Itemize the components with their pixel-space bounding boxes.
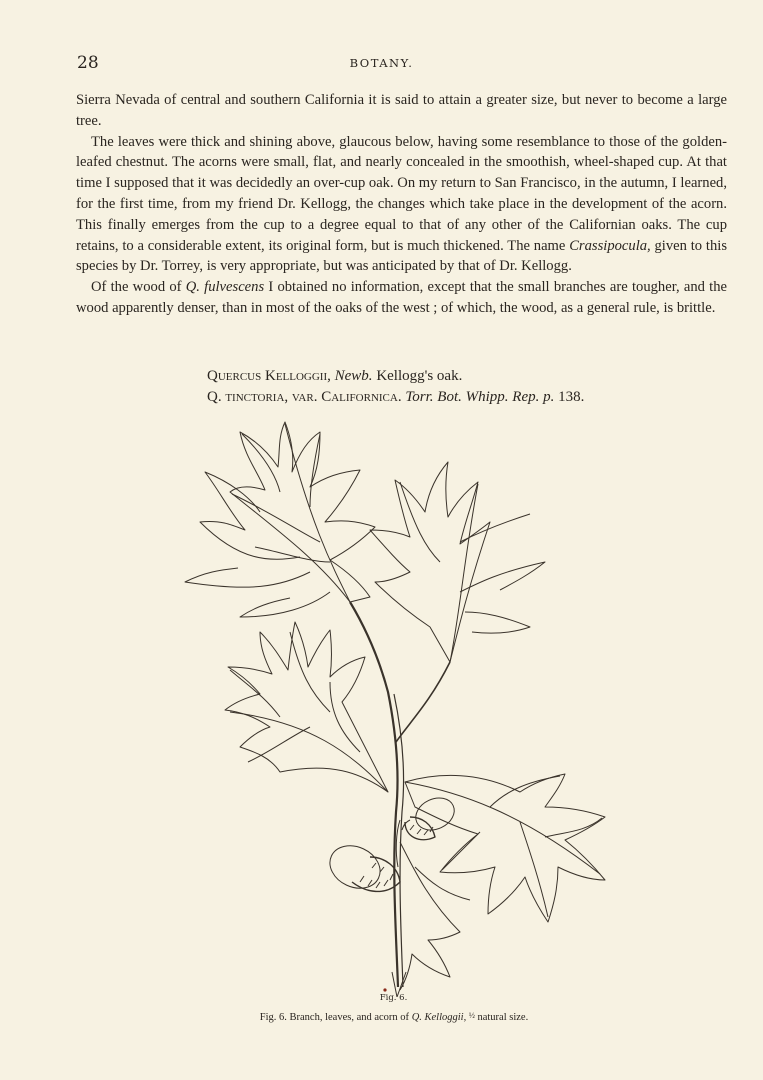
species-heading [207, 366, 584, 408]
paragraph-3-text-b: I obtained no information, except that the small branches are tougher, and the wood apparently denser, than in most of the oaks of the west ; of which, the wood, as a general rule, is brittle. [76, 279, 727, 316]
synonym-page: 138. [558, 389, 585, 405]
paragraph-1-text: Sierra Nevada of central and southern California it is said to attain a greater size, but never to become a large tree. [76, 92, 727, 129]
figure-caption [0, 1011, 763, 1023]
figure-label: Fig. 6. [379, 993, 408, 1003]
figure-caption-text-a: Fig. 6. Branch, leaves, and acorn of [259, 1012, 412, 1023]
page-number: 28 [77, 53, 99, 73]
paragraph-3-text-a: Of the wood of [91, 279, 186, 296]
running-head: BOTANY. [349, 56, 414, 70]
paragraph-3-italic: Q. fulvescens [185, 279, 265, 296]
species-common-name: Kellogg's oak. [376, 368, 463, 384]
figure-caption-fraction: ½ [468, 1011, 475, 1020]
body-text [76, 90, 727, 319]
paragraph-2-text-b: given to this species by Dr. Torrey, is very appropriate, but was anticipated by that of Dr. Kellogg. [76, 237, 727, 275]
paragraph-2-italic: Crassipocula, [569, 237, 651, 254]
paragraph-2 [76, 132, 727, 278]
paragraph-3 [76, 277, 727, 319]
species-author: Newb. [334, 368, 373, 384]
species-heading-line-2 [207, 387, 584, 408]
oak-branch-illustration-icon [160, 412, 650, 997]
paragraph-2-text-a: The leaves were thick and shining above, glaucous below, having some resemblance to those of the golden-leafed chestnut. The acorns were small, flat, and nearly concealed in the smoothish, wheel-shaped cup. At that time I supposed that it was decidedly an over-cup oak. On my return to San Francisco, in the autumn, I learned, for the first time, from my friend Dr. Kellogg, the changes which take place in the development of the acorn. This finally emerges from the cup to a degree equal to that of any other of the Californian oaks. The cup retains, to a considerable extent, its original form, but is much thickened. The name [76, 133, 727, 254]
paragraph-1 [76, 90, 727, 132]
synonym-reference: Torr. Bot. Whipp. Rep. p. [405, 389, 555, 405]
figure-caption-text-b: natural size. [474, 1012, 529, 1023]
species-heading-line-1 [207, 366, 584, 387]
synonym-name: Q. tinctoria, var. Californica. [207, 389, 402, 405]
species-name: Quercus Kelloggii, [207, 368, 331, 384]
figure-caption-italic: Q. Kelloggii, [411, 1012, 467, 1023]
